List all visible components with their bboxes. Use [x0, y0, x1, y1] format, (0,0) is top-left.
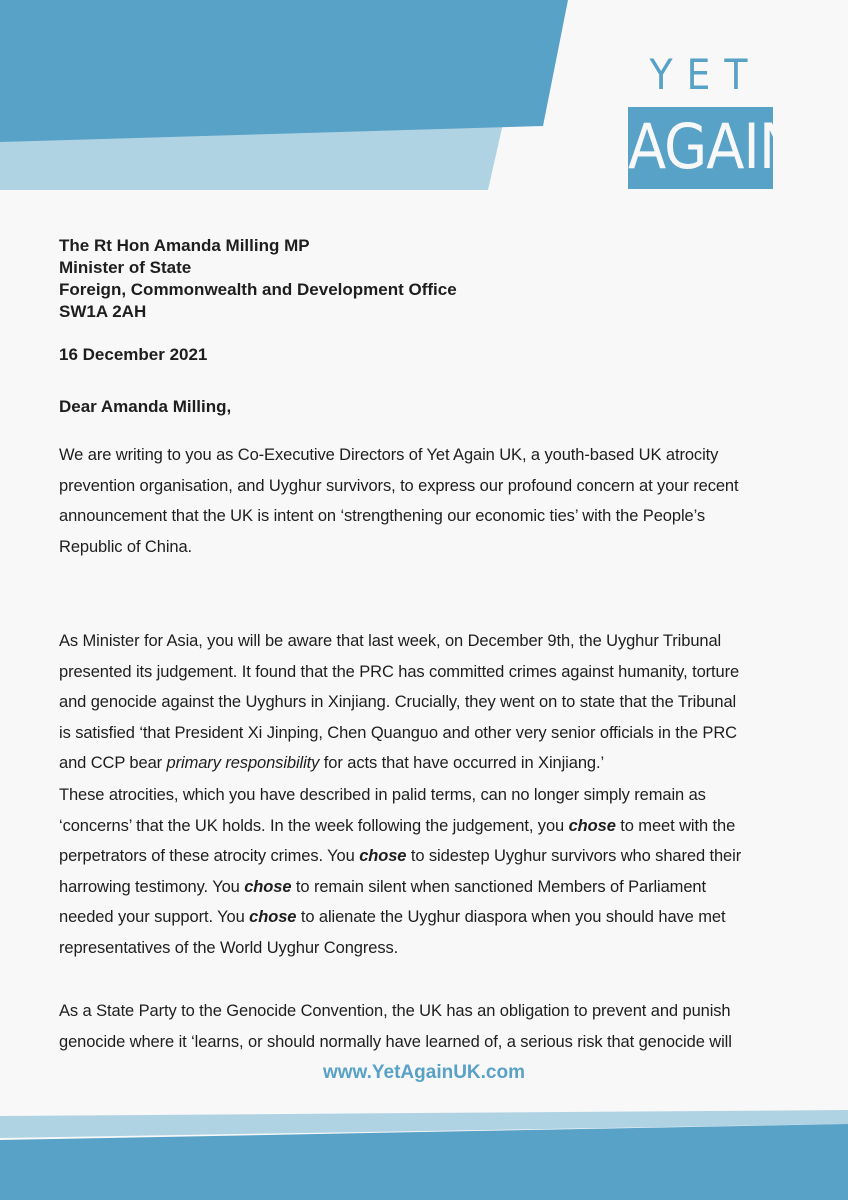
paragraph-line: These atrocities, which you have described in palid terms, can no longer simply remain as — [59, 786, 706, 804]
header-dark-stripe — [0, 0, 568, 142]
text-segment: and CCP bear — [59, 754, 167, 772]
paragraph-line: and genocide against the Uyghurs in Xinjiang. Crucially, they went on to state that the Tribunal — [59, 693, 737, 711]
emphasis-chose: chose — [244, 877, 292, 896]
paragraph-1 — [59, 440, 794, 562]
paragraph-line: representatives of the World Uyghur Congress. — [59, 938, 399, 957]
footer-light-stripe — [0, 1110, 848, 1138]
paragraph-line: Republic of China. — [59, 537, 193, 556]
paragraph-line — [59, 811, 794, 842]
text-segment: to remain silent when sanctioned Members of Parliament — [291, 877, 706, 896]
recipient-postcode: SW1A 2AH — [59, 302, 147, 321]
recipient-title: Minister of State — [59, 258, 192, 277]
website-link[interactable]: www.YetAgainUK.com — [323, 1062, 525, 1083]
text-segment: to alienate the Uyghur diaspora when you should have met — [296, 908, 726, 926]
recipient-office: Foreign, Commonwealth and Development Office — [59, 280, 457, 299]
paragraph-line — [59, 872, 794, 903]
text-segment: for acts that have occurred in Xinjiang.’ — [319, 754, 605, 772]
paragraph-line — [59, 841, 794, 872]
text-segment: ‘concerns’ that the UK holds. In the week following the judgement, you — [59, 816, 569, 835]
emphasis-chose: chose — [249, 908, 297, 926]
recipient-address — [59, 235, 457, 323]
paragraph-3 — [59, 780, 794, 963]
paragraph-line: is satisfied ‘that President Xi Jinping, Chen Quanguo and other very senior officials in the PRC — [59, 723, 737, 742]
text-segment: harrowing testimony. You — [59, 877, 245, 896]
emphasis-text: primary responsibility — [166, 754, 320, 772]
emphasis-chose: chose — [359, 847, 407, 865]
paragraph-line — [59, 902, 794, 933]
paragraph-line: genocide where it ‘learns, or should normally have learned of, a serious risk that genocide will — [59, 1032, 732, 1051]
paragraph-line: presented its judgement. It found that the PRC has committed crimes against humanity, torture — [59, 662, 740, 681]
letter-date: 16 December 2021 — [59, 345, 208, 364]
paragraph-line: As Minister for Asia, you will be aware that last week, on December 9th, the Uyghur Tribunal — [59, 632, 722, 650]
paragraph-4 — [59, 996, 794, 1057]
paragraph-line: We are writing to you as Co-Executive Directors of Yet Again UK, a youth-based UK atrocity — [59, 446, 719, 464]
footer-dark-stripe — [0, 1124, 848, 1200]
text-segment: to meet with the — [615, 816, 736, 835]
text-segment: to sidestep Uyghur survivors who shared their — [406, 847, 742, 865]
paragraph-2 — [59, 626, 794, 779]
paragraph-line: prevention organisation, and Uyghur survivors, to express our profound concern at your recent — [59, 476, 739, 495]
text-segment: needed your support. You — [59, 908, 250, 926]
recipient-name: The Rt Hon Amanda Milling MP — [59, 236, 310, 255]
yet-again-logo — [628, 50, 800, 190]
logo-top-text: YET — [649, 50, 762, 99]
text-segment: perpetrators of these atrocity crimes. You — [59, 847, 360, 865]
salutation: Dear Amanda Milling, — [59, 397, 232, 416]
logo-bottom-text: AGAIN — [628, 110, 800, 183]
paragraph-line: announcement that the UK is intent on ‘strengthening our economic ties’ with the People’s — [59, 507, 706, 525]
emphasis-chose: chose — [568, 816, 616, 835]
paragraph-line: As a State Party to the Genocide Convention, the UK has an obligation to prevent and punish — [59, 1002, 731, 1020]
paragraph-line — [59, 748, 794, 779]
